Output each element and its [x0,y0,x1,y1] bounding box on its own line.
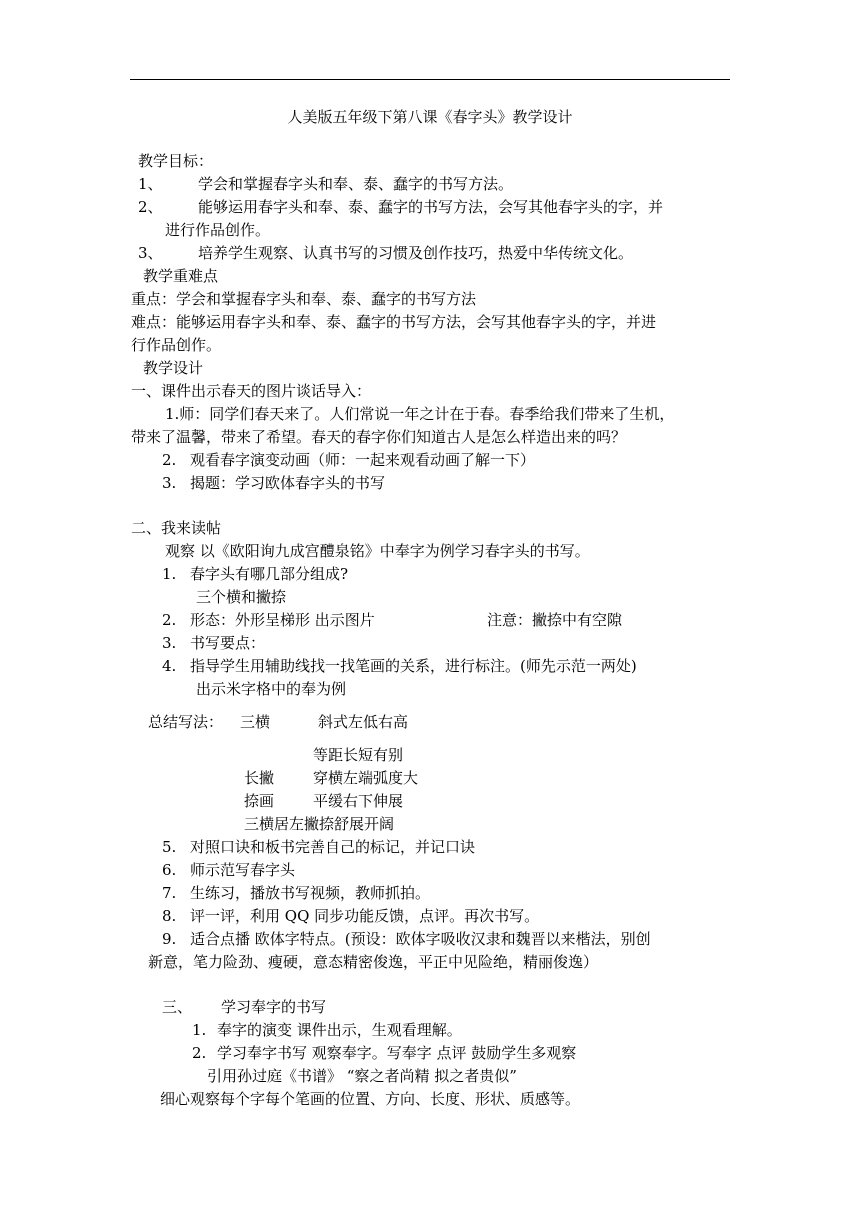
goal-1-text: 学会和掌握春字头和奉、泰、蠢字的书写方法。 [198,175,514,193]
section-2-intro: 观察 以《欧阳询九成宫醴泉铭》中奉字为例学习春字头的书写。 [165,542,590,560]
goal-2-continuation: 进行作品创作。 [165,221,271,239]
summary-value: 斜式左低右高 [318,713,409,731]
section-1-heading: 一、课件出示春天的图片谈话导入： [131,382,372,400]
section-2-item-3: 书写要点： [190,634,266,652]
section-2-item-7: 生练习，播放书写视频，教师抓拍。 [190,884,431,902]
section-2-item-8-number: 8. [162,907,177,925]
design-heading: 教学设计 [143,359,204,377]
key-points-heading: 教学重难点 [143,267,219,285]
section-3-number: 三、 [162,998,193,1016]
section-3-quote: 引用孙过庭《书谱》 “察之者尚精 拟之者贵似” [207,1067,517,1085]
summary-label: 总结写法： [148,713,224,731]
section-2-item-4: 指导学生用辅助线找一找笔画的关系，进行标注。(师先示范一两处) [190,657,637,675]
section-2-item-2: 形态：外形呈梯形 出示图片 [190,611,375,629]
summary-value: 平缓右下伸展 [313,792,404,810]
goals-heading: 教学目标： [138,152,214,170]
summary-value: 等距长短有别 [313,746,404,764]
section-2-item-2-number: 2. [162,611,177,629]
section-2-heading: 二、我来读帖 [131,519,222,537]
section-2-item-1-answer: 三个横和撇捺 [196,588,287,606]
summary-last-line: 三横居左撇捺舒展开阔 [244,815,395,833]
summary-key: 长撇 [244,769,275,787]
section-2-item-9-number: 9. [162,930,177,948]
section-1-item-3-number: 3. [162,474,177,492]
section-2-item-6: 师示范写春字头 [190,861,296,879]
goal-3-text: 培养学生观察、认真书写的习惯及创作技巧，热爱中华传统文化。 [198,244,634,262]
section-1-item-2: 观看春字演变动画（师：一起来观看动画了解一下） [190,451,536,469]
section-2-item-1: 春字头有哪几部分组成? [190,565,349,583]
goal-2-number: 2、 [138,198,163,216]
summary-key: 三横 [240,713,271,731]
section-1-paragraph-continuation: 带来了温馨，带来了希望。春天的春字你们知道古人是怎么样造出来的吗？ [131,428,627,446]
summary-key: 捺画 [244,792,275,810]
section-1-item-3: 揭题：学习欧体春字头的书写 [190,474,386,492]
goal-3-number: 3、 [138,244,163,262]
difficult-point: 难点：能够运用春字头和奉、泰、蠢字的书写方法，会写其他春字头的字，并进 [131,313,657,331]
section-2-item-2-note: 注意：撇捺中有空隙 [487,611,623,629]
section-3-last-line: 细心观察每个字每个笔画的位置、方向、长度、形状、质感等。 [160,1090,581,1108]
key-point: 重点：学会和掌握春字头和奉、泰、蠢字的书写方法 [131,290,477,308]
summary-value: 穿横左端弧度大 [313,769,419,787]
section-2-item-7-number: 7. [162,884,177,902]
section-2-item-4-sub: 出示米字格中的奉为例 [196,680,347,698]
goal-2-text: 能够运用春字头和奉、泰、蠢字的书写方法，会写其他春字头的字，并 [198,198,664,216]
section-2-item-5: 对照口诀和板书完善自己的标记，并记口诀 [190,838,476,856]
goal-1-number: 1、 [138,175,163,193]
section-3-item-1-number: 1. [192,1021,207,1039]
section-2-item-8: 评一评，利用 QQ 同步功能反馈，点评。再次书写。 [190,907,540,925]
section-2-item-9: 适合点播 欧体字特点。(预设：欧体字吸收汉隶和魏晋以来楷法，别创 [190,930,651,948]
section-3-heading: 学习奉字的书写 [221,998,327,1016]
document-title: 人美版五年级下第八课《春字头》教学设计 [287,108,573,126]
section-1-item-2-number: 2. [162,451,177,469]
difficult-point-continuation: 行作品创作。 [131,336,222,354]
section-3-item-2: 学习奉字书写 观察奉字。写奉字 点评 鼓励学生多观察 [217,1044,577,1062]
section-2-item-4-number: 4. [162,657,177,675]
section-2-item-1-number: 1. [162,565,177,583]
section-2-item-9-continuation: 新意，笔力险劲、瘦硬，意态精密俊逸，平正中见险绝，精丽俊逸） [148,953,599,971]
section-1-paragraph: 1.师：同学们春天来了。人们常说一年之计在于春。春季给我们带来了生机， [165,405,675,423]
section-3-item-1: 奉字的演变 课件出示，生观看理解。 [217,1021,462,1039]
section-2-item-6-number: 6. [162,861,177,879]
header-rule [130,79,730,80]
section-2-item-5-number: 5. [162,838,177,856]
section-2-item-3-number: 3. [162,634,177,652]
section-3-item-2-number: 2. [192,1044,207,1062]
